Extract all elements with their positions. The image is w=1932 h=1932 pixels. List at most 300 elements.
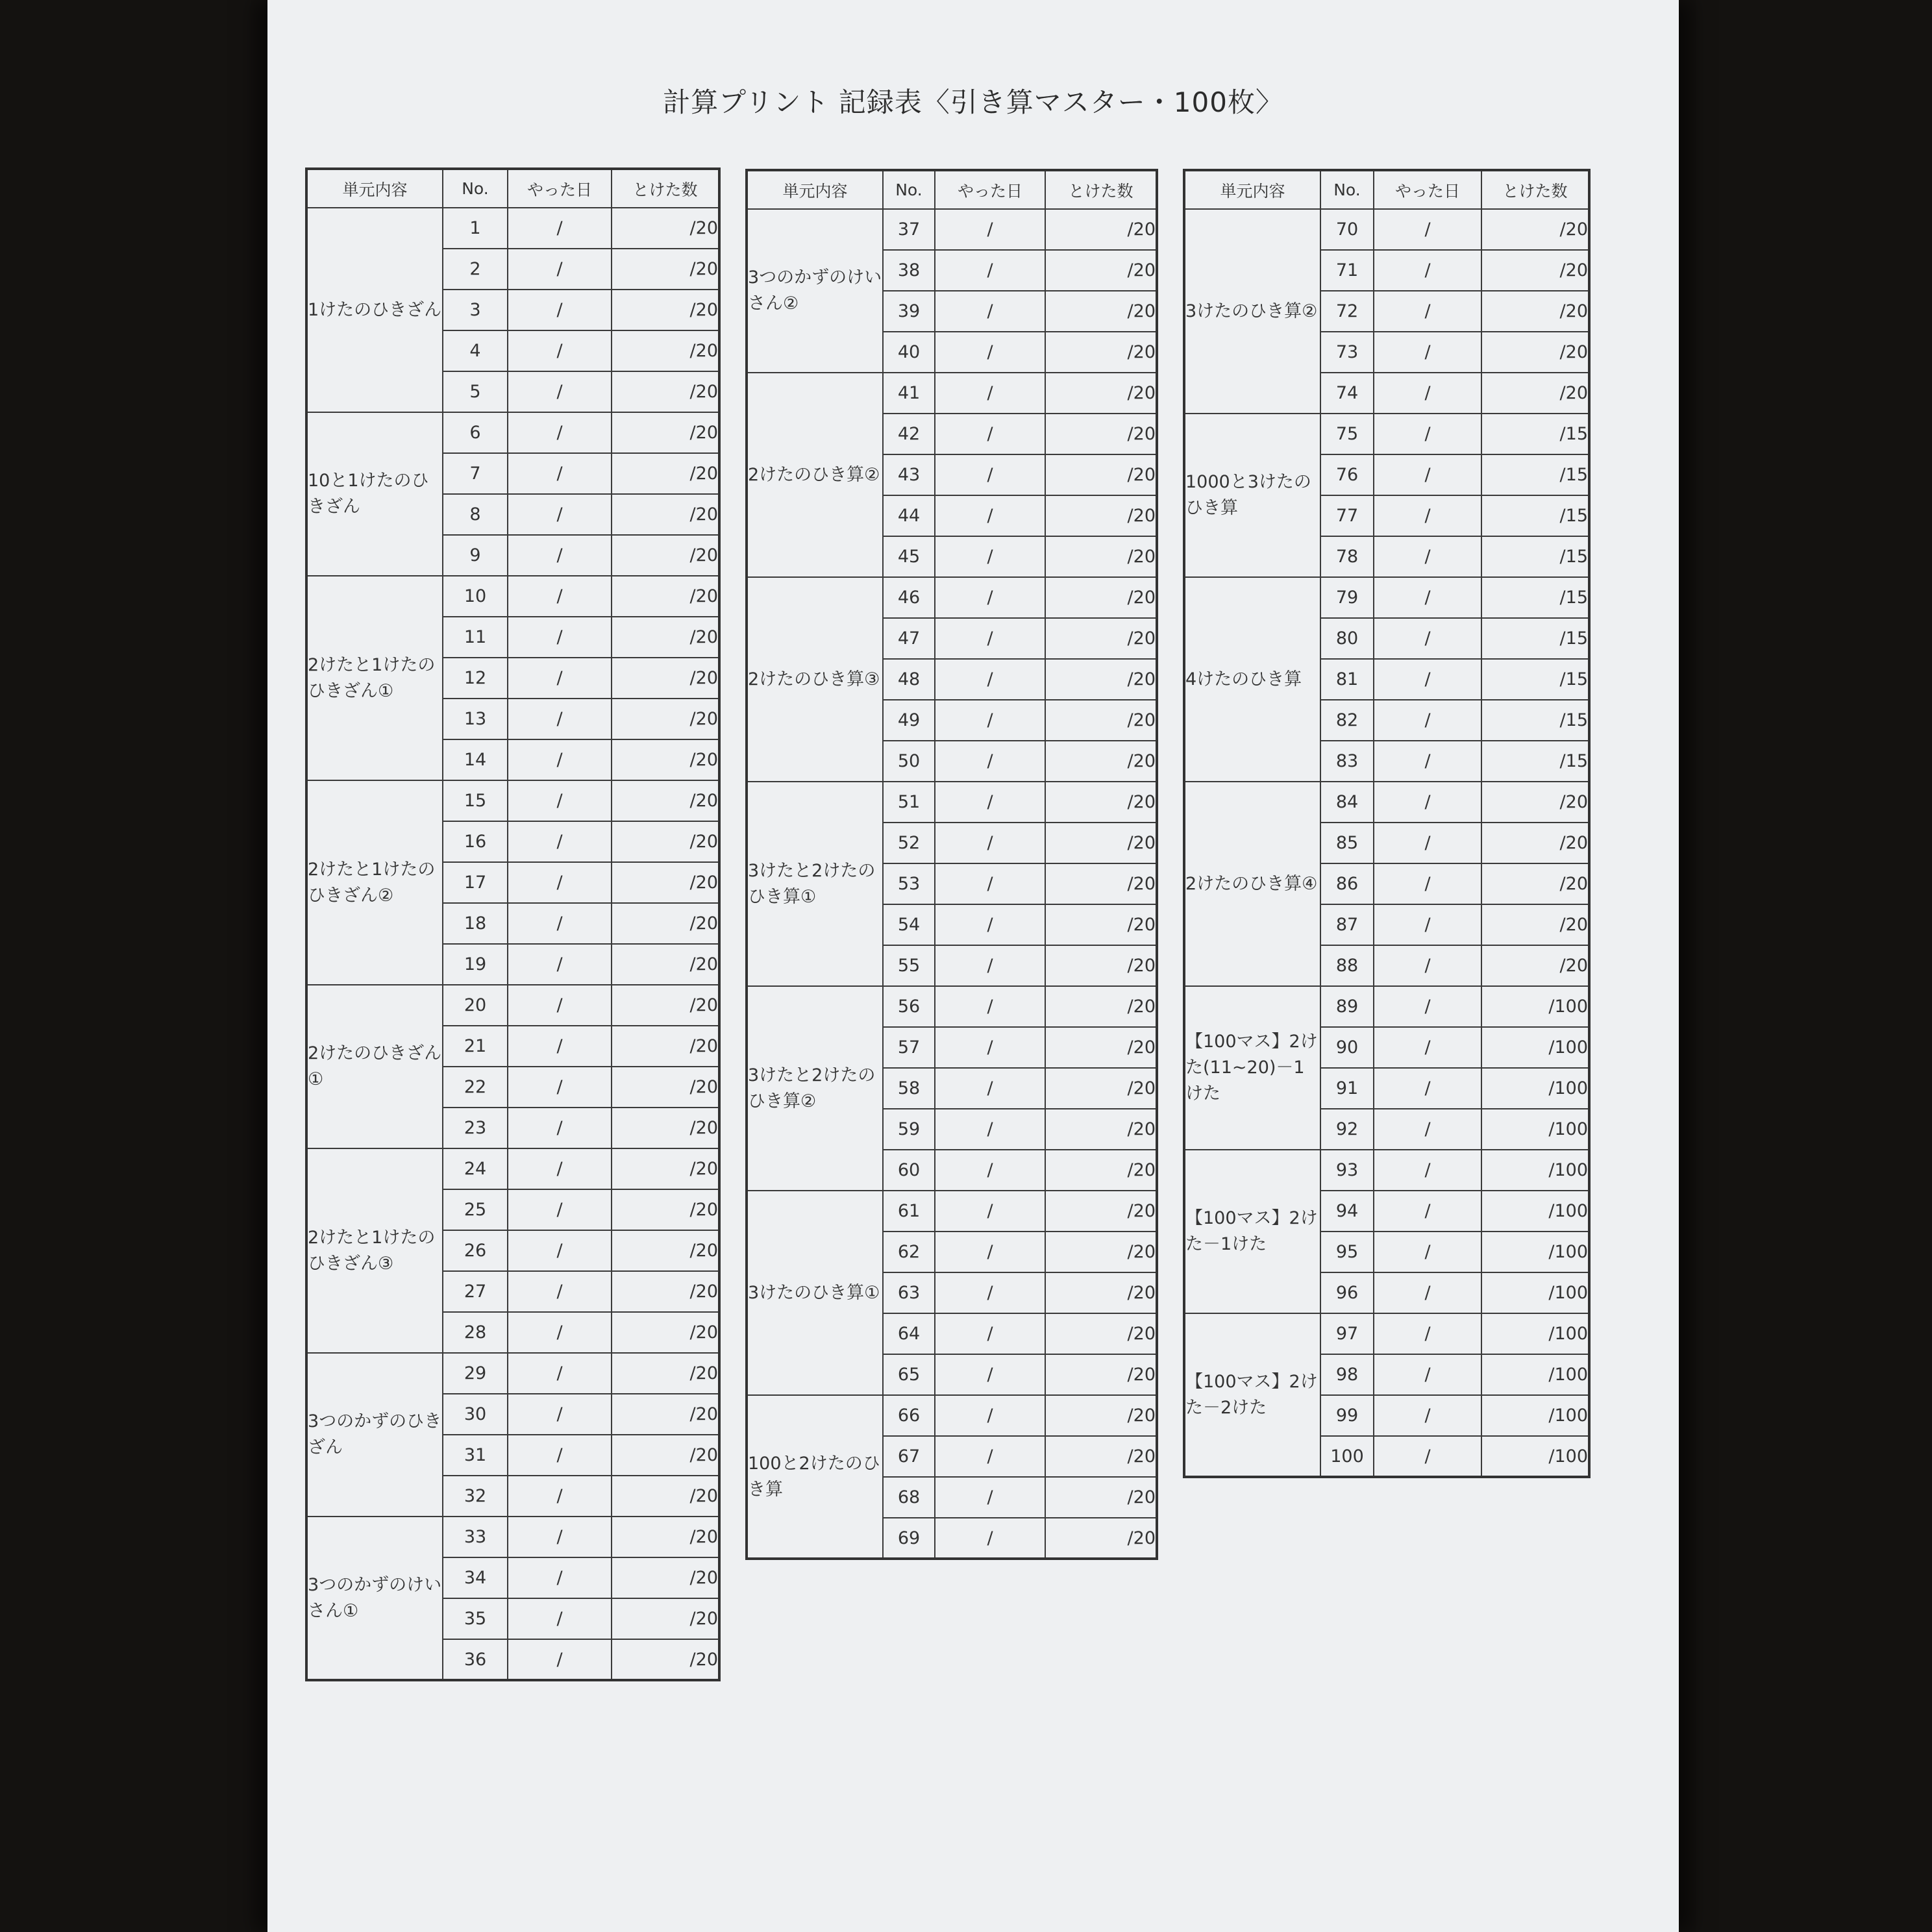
sheet-number: 63: [883, 1272, 935, 1313]
date-field: /: [508, 1598, 612, 1639]
score-field: /20: [612, 903, 719, 944]
score-field: /20: [612, 1353, 719, 1394]
score-field: /20: [612, 535, 719, 576]
unit-name: 2けたと1けたのひきざん②: [306, 780, 443, 985]
sheet-number: 67: [883, 1436, 935, 1477]
sheet-number: 82: [1320, 700, 1374, 741]
sheet-number: 92: [1320, 1109, 1374, 1150]
score-field: /20: [612, 208, 719, 249]
sheet-number: 84: [1320, 782, 1374, 823]
sheet-number: 49: [883, 700, 935, 741]
unit-name: 100と2けたのひき算: [747, 1395, 883, 1559]
score-field: /20: [612, 1639, 719, 1680]
date-field: /: [1374, 659, 1481, 700]
table-row: [306, 1148, 719, 1189]
date-field: /: [508, 903, 612, 944]
score-field: /20: [1045, 291, 1157, 332]
score-field: /20: [1045, 1150, 1157, 1191]
date-field: /: [1374, 1395, 1481, 1436]
date-field: /: [935, 863, 1045, 904]
unit-name: 2けたのひき算④: [1184, 782, 1320, 986]
date-field: /: [935, 1354, 1045, 1395]
score-field: /20: [612, 494, 719, 535]
unit-name: 3けたのひき算②: [1184, 209, 1320, 414]
score-field: /20: [1045, 414, 1157, 454]
date-field: /: [508, 412, 612, 453]
date-field: /: [935, 1109, 1045, 1150]
date-field: /: [508, 208, 612, 249]
score-field: /100: [1481, 1109, 1589, 1150]
score-field: /100: [1481, 986, 1589, 1027]
score-field: /20: [612, 1394, 719, 1435]
sheet-number: 91: [1320, 1068, 1374, 1109]
header-date: やった日: [508, 169, 612, 208]
unit-name: 1けたのひきざん: [306, 208, 443, 412]
date-field: /: [1374, 1354, 1481, 1395]
sheet-number: 23: [443, 1108, 508, 1148]
score-field: /20: [1045, 536, 1157, 577]
score-field: /20: [612, 617, 719, 658]
sheet-number: 12: [443, 658, 508, 699]
score-field: /20: [612, 1026, 719, 1067]
score-field: /15: [1481, 495, 1589, 536]
record-table-left: [305, 167, 721, 1681]
sheet-number: 55: [883, 945, 935, 986]
score-field: /20: [612, 412, 719, 453]
score-field: /20: [1045, 373, 1157, 414]
date-field: /: [508, 1517, 612, 1557]
sheet-number: 74: [1320, 373, 1374, 414]
date-field: /: [935, 945, 1045, 986]
date-field: /: [508, 739, 612, 780]
sheet-number: 14: [443, 739, 508, 780]
date-field: /: [935, 495, 1045, 536]
date-field: /: [508, 780, 612, 821]
date-field: /: [508, 1435, 612, 1476]
sheet-number: 39: [883, 291, 935, 332]
score-field: /20: [612, 1067, 719, 1108]
date-field: /: [508, 1067, 612, 1108]
table-row: [747, 986, 1157, 1027]
sheet-number: 41: [883, 373, 935, 414]
date-field: /: [935, 1395, 1045, 1436]
score-field: /20: [1481, 782, 1589, 823]
score-field: /20: [612, 1435, 719, 1476]
sheet-number: 69: [883, 1518, 935, 1559]
date-field: /: [1374, 332, 1481, 373]
unit-name: 【100マス】2けた(11~20)－1けた: [1184, 986, 1320, 1150]
header-score: とけた数: [1481, 170, 1589, 209]
score-field: /20: [1045, 1354, 1157, 1395]
table-row: [1184, 782, 1589, 823]
sheet-number: 30: [443, 1394, 508, 1435]
date-field: /: [508, 862, 612, 903]
date-field: /: [935, 1068, 1045, 1109]
score-field: /20: [1481, 904, 1589, 945]
sheet-number: 62: [883, 1232, 935, 1272]
date-field: /: [508, 1312, 612, 1353]
date-field: /: [1374, 1191, 1481, 1232]
sheet-number: 6: [443, 412, 508, 453]
score-field: /15: [1481, 536, 1589, 577]
date-field: /: [508, 1108, 612, 1148]
unit-name: 2けたのひき算③: [747, 577, 883, 782]
sheet-number: 72: [1320, 291, 1374, 332]
score-field: /15: [1481, 454, 1589, 495]
date-field: /: [1374, 1436, 1481, 1477]
score-field: /20: [1045, 700, 1157, 741]
header-no: No.: [1320, 170, 1374, 209]
date-field: /: [508, 985, 612, 1026]
score-field: /20: [1045, 863, 1157, 904]
sheet-number: 13: [443, 699, 508, 739]
date-field: /: [1374, 700, 1481, 741]
score-field: /20: [612, 944, 719, 985]
date-field: /: [1374, 250, 1481, 291]
date-field: /: [1374, 1068, 1481, 1109]
score-field: /15: [1481, 700, 1589, 741]
sheet-number: 51: [883, 782, 935, 823]
date-field: /: [1374, 986, 1481, 1027]
score-field: /15: [1481, 414, 1589, 454]
score-field: /20: [612, 658, 719, 699]
date-field: /: [935, 904, 1045, 945]
sheet-number: 1: [443, 208, 508, 249]
score-field: /20: [1481, 209, 1589, 250]
sheet-number: 78: [1320, 536, 1374, 577]
score-field: /20: [1045, 577, 1157, 618]
sheet-number: 8: [443, 494, 508, 535]
date-field: /: [1374, 577, 1481, 618]
score-field: /20: [1481, 823, 1589, 863]
sheet-number: 19: [443, 944, 508, 985]
score-field: /100: [1481, 1191, 1589, 1232]
score-field: /100: [1481, 1068, 1589, 1109]
date-field: /: [1374, 414, 1481, 454]
score-field: /20: [612, 1148, 719, 1189]
unit-name: 3けたのひき算①: [747, 1191, 883, 1395]
paper-sheet: [267, 0, 1679, 1932]
sheet-number: 18: [443, 903, 508, 944]
date-field: /: [508, 249, 612, 290]
score-field: /20: [612, 371, 719, 412]
score-field: /15: [1481, 577, 1589, 618]
sheet-number: 33: [443, 1517, 508, 1557]
date-field: /: [1374, 454, 1481, 495]
score-field: /100: [1481, 1436, 1589, 1477]
date-field: /: [508, 1394, 612, 1435]
date-field: /: [1374, 823, 1481, 863]
score-field: /20: [1045, 1477, 1157, 1518]
date-field: /: [508, 330, 612, 371]
sheet-number: 61: [883, 1191, 935, 1232]
score-field: /20: [1045, 1027, 1157, 1068]
sheet-number: 85: [1320, 823, 1374, 863]
date-field: /: [508, 1230, 612, 1271]
unit-name: 3つのかずのけいさん②: [747, 209, 883, 373]
sheet-number: 29: [443, 1353, 508, 1394]
date-field: /: [1374, 1232, 1481, 1272]
score-field: /20: [1045, 823, 1157, 863]
date-field: /: [935, 1518, 1045, 1559]
sheet-number: 21: [443, 1026, 508, 1067]
unit-name: 2けたと1けたのひきざん③: [306, 1148, 443, 1353]
sheet-number: 56: [883, 986, 935, 1027]
sheet-number: 99: [1320, 1395, 1374, 1436]
score-field: /20: [612, 330, 719, 371]
sheet-number: 42: [883, 414, 935, 454]
sheet-number: 94: [1320, 1191, 1374, 1232]
score-field: /20: [1045, 250, 1157, 291]
score-field: /20: [612, 1108, 719, 1148]
sheet-number: 15: [443, 780, 508, 821]
table-row: [306, 412, 719, 453]
unit-name: 3つのかずのけいさん①: [306, 1517, 443, 1680]
date-field: /: [1374, 1150, 1481, 1191]
score-field: /20: [1045, 1272, 1157, 1313]
header-date: やった日: [1374, 170, 1481, 209]
header-row: [306, 169, 719, 208]
header-row: [1184, 170, 1589, 209]
date-field: /: [508, 617, 612, 658]
score-field: /15: [1481, 741, 1589, 782]
sheet-number: 27: [443, 1271, 508, 1312]
score-field: /20: [612, 249, 719, 290]
table-row: [747, 1191, 1157, 1232]
sheet-number: 60: [883, 1150, 935, 1191]
score-field: /20: [1045, 945, 1157, 986]
sheet-number: 17: [443, 862, 508, 903]
score-field: /20: [1045, 1518, 1157, 1559]
unit-name: 4けたのひき算: [1184, 577, 1320, 782]
score-field: /20: [1045, 1191, 1157, 1232]
table-row: [306, 576, 719, 617]
score-field: /20: [1045, 659, 1157, 700]
date-field: /: [508, 535, 612, 576]
date-field: /: [935, 1272, 1045, 1313]
score-field: /20: [1045, 454, 1157, 495]
sheet-number: 34: [443, 1557, 508, 1598]
date-field: /: [1374, 373, 1481, 414]
table-row: [1184, 414, 1589, 454]
score-field: /20: [1045, 1068, 1157, 1109]
sheet-number: 5: [443, 371, 508, 412]
sheet-number: 38: [883, 250, 935, 291]
date-field: /: [935, 1191, 1045, 1232]
sheet-number: 97: [1320, 1313, 1374, 1354]
date-field: /: [1374, 904, 1481, 945]
header-no: No.: [443, 169, 508, 208]
date-field: /: [1374, 741, 1481, 782]
sheet-number: 26: [443, 1230, 508, 1271]
score-field: /15: [1481, 659, 1589, 700]
score-field: /20: [1045, 1232, 1157, 1272]
score-field: /100: [1481, 1232, 1589, 1272]
date-field: /: [1374, 536, 1481, 577]
sheet-number: 87: [1320, 904, 1374, 945]
score-field: /20: [1481, 945, 1589, 986]
date-field: /: [935, 1027, 1045, 1068]
score-field: /20: [612, 1476, 719, 1517]
date-field: /: [1374, 1272, 1481, 1313]
table-row: [1184, 209, 1589, 250]
score-field: /20: [612, 821, 719, 862]
page-title: 計算プリント 記録表〈引き算マスター・100枚〉: [663, 86, 1283, 118]
sheet-number: 36: [443, 1639, 508, 1680]
unit-name: 3けたと2けたのひき算①: [747, 782, 883, 986]
header-unit: 単元内容: [747, 170, 883, 209]
score-field: /20: [612, 1312, 719, 1353]
sheet-number: 65: [883, 1354, 935, 1395]
header-row: [747, 170, 1157, 209]
score-field: /20: [612, 1189, 719, 1230]
sheet-number: 75: [1320, 414, 1374, 454]
unit-name: 3けたと2けたのひき算②: [747, 986, 883, 1191]
sheet-number: 89: [1320, 986, 1374, 1027]
sheet-number: 100: [1320, 1436, 1374, 1477]
date-field: /: [935, 536, 1045, 577]
score-field: /100: [1481, 1027, 1589, 1068]
sheet-number: 11: [443, 617, 508, 658]
score-field: /20: [1045, 209, 1157, 250]
sheet-number: 32: [443, 1476, 508, 1517]
date-field: /: [508, 576, 612, 617]
sheet-number: 20: [443, 985, 508, 1026]
sheet-number: 57: [883, 1027, 935, 1068]
date-field: /: [935, 250, 1045, 291]
sheet-number: 25: [443, 1189, 508, 1230]
table-row: [306, 1353, 719, 1394]
date-field: /: [1374, 782, 1481, 823]
score-field: /20: [612, 576, 719, 617]
date-field: /: [508, 658, 612, 699]
date-field: /: [508, 453, 612, 494]
sheet-number: 73: [1320, 332, 1374, 373]
sheet-number: 35: [443, 1598, 508, 1639]
unit-name: 【100マス】2けた－2けた: [1184, 1313, 1320, 1477]
sheet-number: 10: [443, 576, 508, 617]
score-field: /20: [1045, 782, 1157, 823]
sheet-number: 70: [1320, 209, 1374, 250]
date-field: /: [935, 414, 1045, 454]
sheet-number: 31: [443, 1435, 508, 1476]
score-field: /20: [1481, 373, 1589, 414]
sheet-number: 68: [883, 1477, 935, 1518]
sheet-number: 37: [883, 209, 935, 250]
sheet-number: 76: [1320, 454, 1374, 495]
score-field: /20: [1481, 332, 1589, 373]
date-field: /: [935, 1313, 1045, 1354]
date-field: /: [935, 741, 1045, 782]
date-field: /: [1374, 1027, 1481, 1068]
header-score: とけた数: [612, 169, 719, 208]
date-field: /: [935, 618, 1045, 659]
date-field: /: [935, 1436, 1045, 1477]
score-field: /20: [612, 985, 719, 1026]
sheet-number: 46: [883, 577, 935, 618]
date-field: /: [508, 1476, 612, 1517]
date-field: /: [508, 371, 612, 412]
date-field: /: [1374, 945, 1481, 986]
score-field: /20: [612, 1598, 719, 1639]
table-row: [1184, 1150, 1589, 1191]
table-row: [747, 373, 1157, 414]
score-field: /20: [612, 1271, 719, 1312]
unit-name: 10と1けたのひきざん: [306, 412, 443, 576]
score-field: /20: [612, 862, 719, 903]
score-field: /20: [612, 739, 719, 780]
date-field: /: [935, 373, 1045, 414]
score-field: /20: [1045, 1395, 1157, 1436]
header-date: やった日: [935, 170, 1045, 209]
sheet-number: 28: [443, 1312, 508, 1353]
sheet-number: 80: [1320, 618, 1374, 659]
sheet-number: 79: [1320, 577, 1374, 618]
score-field: /20: [1481, 863, 1589, 904]
date-field: /: [935, 1232, 1045, 1272]
date-field: /: [508, 1557, 612, 1598]
score-field: /20: [1045, 986, 1157, 1027]
sheet-number: 83: [1320, 741, 1374, 782]
score-field: /20: [1045, 1109, 1157, 1150]
sheet-number: 50: [883, 741, 935, 782]
table-row: [1184, 577, 1589, 618]
sheet-number: 22: [443, 1067, 508, 1108]
sheet-number: 96: [1320, 1272, 1374, 1313]
date-field: /: [508, 821, 612, 862]
date-field: /: [935, 700, 1045, 741]
date-field: /: [508, 1639, 612, 1680]
score-field: /100: [1481, 1354, 1589, 1395]
date-field: /: [508, 1026, 612, 1067]
header-score: とけた数: [1045, 170, 1157, 209]
table-row: [306, 1517, 719, 1557]
sheet-number: 71: [1320, 250, 1374, 291]
table-row: [306, 780, 719, 821]
score-field: /20: [612, 1230, 719, 1271]
score-field: /20: [612, 453, 719, 494]
score-field: /100: [1481, 1272, 1589, 1313]
date-field: /: [935, 454, 1045, 495]
table-row: [747, 209, 1157, 250]
header-unit: 単元内容: [1184, 170, 1320, 209]
sheet-number: 44: [883, 495, 935, 536]
date-field: /: [1374, 209, 1481, 250]
sheet-number: 3: [443, 290, 508, 330]
sheet-number: 98: [1320, 1354, 1374, 1395]
date-field: /: [935, 577, 1045, 618]
table-row: [747, 782, 1157, 823]
sheet-number: 81: [1320, 659, 1374, 700]
sheet-number: 24: [443, 1148, 508, 1189]
sheet-number: 66: [883, 1395, 935, 1436]
date-field: /: [508, 944, 612, 985]
date-field: /: [508, 1148, 612, 1189]
header-unit: 単元内容: [306, 169, 443, 208]
score-field: /20: [1045, 495, 1157, 536]
sheet-number: 86: [1320, 863, 1374, 904]
date-field: /: [1374, 863, 1481, 904]
sheet-number: 93: [1320, 1150, 1374, 1191]
sheet-number: 59: [883, 1109, 935, 1150]
score-field: /20: [1481, 250, 1589, 291]
date-field: /: [935, 1477, 1045, 1518]
sheet-number: 95: [1320, 1232, 1374, 1272]
sheet-number: 52: [883, 823, 935, 863]
date-field: /: [1374, 495, 1481, 536]
score-field: /100: [1481, 1395, 1589, 1436]
table-row: [306, 208, 719, 249]
